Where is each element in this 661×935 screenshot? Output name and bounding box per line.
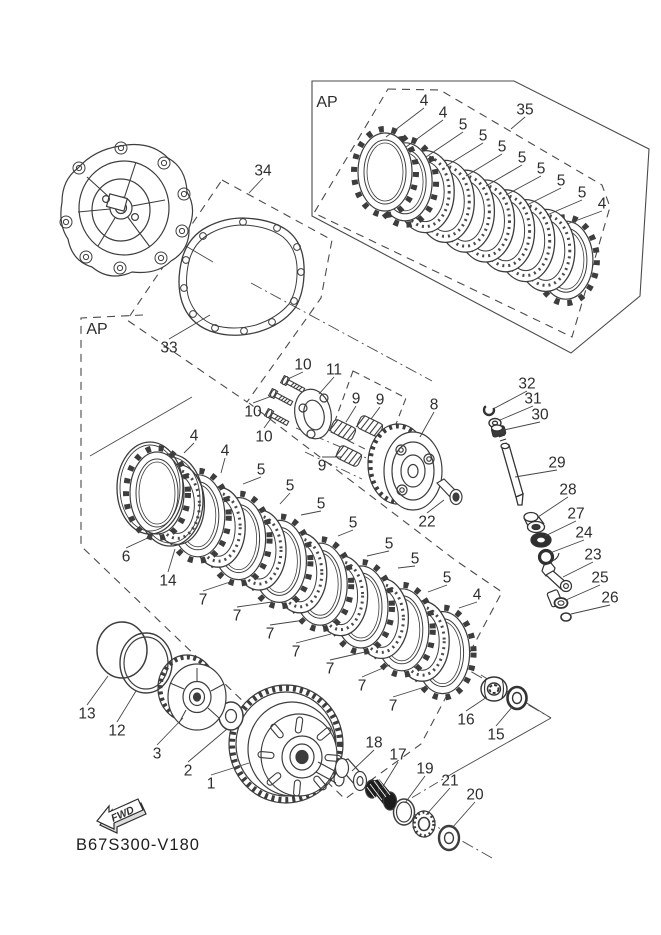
part-callout-2: 2 xyxy=(183,762,193,780)
washer-25 xyxy=(555,598,568,608)
part-callout-7: 7 xyxy=(357,677,367,695)
part-callout-7: 7 xyxy=(325,660,335,678)
leader-line xyxy=(296,634,331,643)
bolt-10a xyxy=(280,375,305,394)
leader-line xyxy=(169,315,210,339)
part-callout-14: 14 xyxy=(159,572,177,590)
part-callout-17: 17 xyxy=(389,746,407,764)
leader-line xyxy=(495,391,527,408)
part-callout-5: 5 xyxy=(497,138,507,156)
part-callout-19: 19 xyxy=(416,760,434,778)
leader-line xyxy=(506,176,541,195)
leader-line xyxy=(330,652,365,660)
part-callout-9: 9 xyxy=(375,391,385,409)
leader-line xyxy=(511,117,525,129)
o-ring-26 xyxy=(561,613,571,621)
leader-line xyxy=(203,581,233,591)
part-callout-5: 5 xyxy=(442,569,452,587)
part-callout-12: 12 xyxy=(108,722,126,740)
part-callout-5: 5 xyxy=(458,116,468,134)
leader-line xyxy=(264,417,272,428)
part-callout-4: 4 xyxy=(438,104,448,122)
part-callout-34: 34 xyxy=(254,162,272,180)
leader-line xyxy=(547,200,582,215)
part-callout-5: 5 xyxy=(577,184,587,202)
leader-line xyxy=(168,549,175,572)
collar-28 xyxy=(524,513,545,533)
leader-line xyxy=(567,211,602,224)
friction-plate-set-top xyxy=(354,129,597,303)
bolt-10c xyxy=(264,408,289,427)
region-label: AP xyxy=(316,94,338,111)
part-callout-5: 5 xyxy=(348,514,358,532)
leader-line xyxy=(184,443,194,453)
clutch-basket xyxy=(229,685,344,803)
part-callout-30: 30 xyxy=(531,406,549,424)
leader-line xyxy=(319,377,334,394)
leader-line xyxy=(466,154,502,176)
splined-bush-17 xyxy=(366,779,397,810)
part-callout-5: 5 xyxy=(316,495,326,513)
spring-9a xyxy=(329,418,357,441)
part-callout-7: 7 xyxy=(265,625,275,643)
part-callout-5: 5 xyxy=(285,477,295,495)
part-callout-4: 4 xyxy=(189,427,199,445)
part-callout-11: 11 xyxy=(325,361,343,379)
leader-line xyxy=(405,776,425,803)
part-callout-8: 8 xyxy=(429,396,439,414)
leader-line xyxy=(563,562,593,577)
region-label: AP xyxy=(86,321,108,338)
diagram-code: B67S300-V180 xyxy=(76,836,200,854)
part-callout-3: 3 xyxy=(152,745,162,763)
leader-line xyxy=(545,521,576,536)
leader-line xyxy=(538,497,568,517)
part-callout-5: 5 xyxy=(536,160,546,178)
leader-line xyxy=(157,718,183,745)
o-ring-24 xyxy=(540,551,560,564)
part-callout-20: 20 xyxy=(466,786,484,804)
part-callout-5: 5 xyxy=(517,149,527,167)
part-callout-22: 22 xyxy=(418,513,436,531)
leader-line xyxy=(346,406,356,422)
leader-line xyxy=(420,412,434,437)
leader-line xyxy=(249,178,263,193)
leader-line xyxy=(386,108,424,137)
fwd-arrow-icon xyxy=(97,799,146,833)
leader-line xyxy=(371,407,380,419)
part-callout-24: 24 xyxy=(575,524,593,542)
bolt-10b xyxy=(268,388,293,407)
pressure-plate xyxy=(368,424,442,510)
part-callout-21: 21 xyxy=(441,772,459,790)
part-callout-4: 4 xyxy=(419,92,429,110)
leader-line xyxy=(486,165,522,186)
leader-line xyxy=(382,762,398,788)
leader-line xyxy=(426,132,463,157)
leader-line xyxy=(188,729,227,762)
push-rod-29 xyxy=(499,435,523,505)
part-callout-5: 5 xyxy=(256,461,266,479)
part-callout-10: 10 xyxy=(255,428,273,446)
spring-retainer-plate xyxy=(290,386,336,442)
part-callout-35: 35 xyxy=(516,101,534,119)
leader-line xyxy=(117,691,136,722)
part-callout-10: 10 xyxy=(244,403,262,421)
cover-gasket-drawing xyxy=(179,218,304,335)
toothed-washer-21 xyxy=(413,811,435,837)
boss-and-rings xyxy=(97,622,243,730)
part-callout-27: 27 xyxy=(567,505,585,523)
leader-line xyxy=(253,396,272,403)
leader-line xyxy=(496,706,513,726)
part-callout-25: 25 xyxy=(591,569,609,587)
part-callout-33: 33 xyxy=(160,339,178,357)
push-rod-short xyxy=(437,479,462,505)
spring-9c xyxy=(335,444,363,467)
oil-seal-27 xyxy=(531,533,551,547)
crankcase-cover-drawing xyxy=(60,142,193,276)
leader-line xyxy=(466,697,487,711)
leader-line xyxy=(500,406,533,420)
part-callout-5: 5 xyxy=(556,172,566,190)
circlip-32 xyxy=(484,405,494,415)
leader-line xyxy=(221,458,225,473)
part-callout-4: 4 xyxy=(220,442,230,460)
part-callout-9: 9 xyxy=(317,457,327,475)
part-callout-5: 5 xyxy=(478,127,488,145)
leader-line xyxy=(87,676,108,705)
part-callout-6: 6 xyxy=(121,548,131,566)
part-callout-32: 32 xyxy=(518,375,536,393)
leader-line xyxy=(452,802,475,828)
leader-line xyxy=(446,143,483,166)
leader-line xyxy=(126,536,152,548)
part-callout-23: 23 xyxy=(584,546,602,564)
part-callout-28: 28 xyxy=(559,481,577,499)
part-callout-9: 9 xyxy=(351,390,361,408)
part-callout-31: 31 xyxy=(524,390,542,408)
thrust-washer-20 xyxy=(439,826,459,850)
part-callout-7: 7 xyxy=(232,607,242,625)
part-callout-29: 29 xyxy=(548,454,566,472)
part-callout-1: 1 xyxy=(206,775,216,793)
part-callout-5: 5 xyxy=(384,535,394,553)
leader-line xyxy=(406,120,443,147)
leader-line xyxy=(362,665,390,677)
shaft-nut-16 xyxy=(481,677,507,701)
part-callout-10: 10 xyxy=(294,356,312,374)
part-callout-4: 4 xyxy=(597,195,607,213)
leader-line xyxy=(280,493,290,504)
leader-line xyxy=(550,540,584,553)
part-callout-7: 7 xyxy=(291,643,301,661)
part-callout-7: 7 xyxy=(198,591,208,609)
part-callout-4: 4 xyxy=(472,586,482,604)
part-callout-13: 13 xyxy=(78,705,96,723)
lock-washer-15 xyxy=(508,687,527,709)
part-callout-15: 15 xyxy=(487,726,505,744)
leader-line xyxy=(352,750,374,771)
leader-line xyxy=(426,788,450,815)
leader-line xyxy=(527,188,561,205)
part-callout-26: 26 xyxy=(601,589,619,607)
part-callout-5: 5 xyxy=(410,550,420,568)
leader-line xyxy=(237,602,272,607)
part-callout-18: 18 xyxy=(365,734,383,752)
part-callout-7: 7 xyxy=(388,697,398,715)
part-callout-16: 16 xyxy=(457,711,475,729)
fwd-arrow-label: FWD xyxy=(109,804,137,825)
